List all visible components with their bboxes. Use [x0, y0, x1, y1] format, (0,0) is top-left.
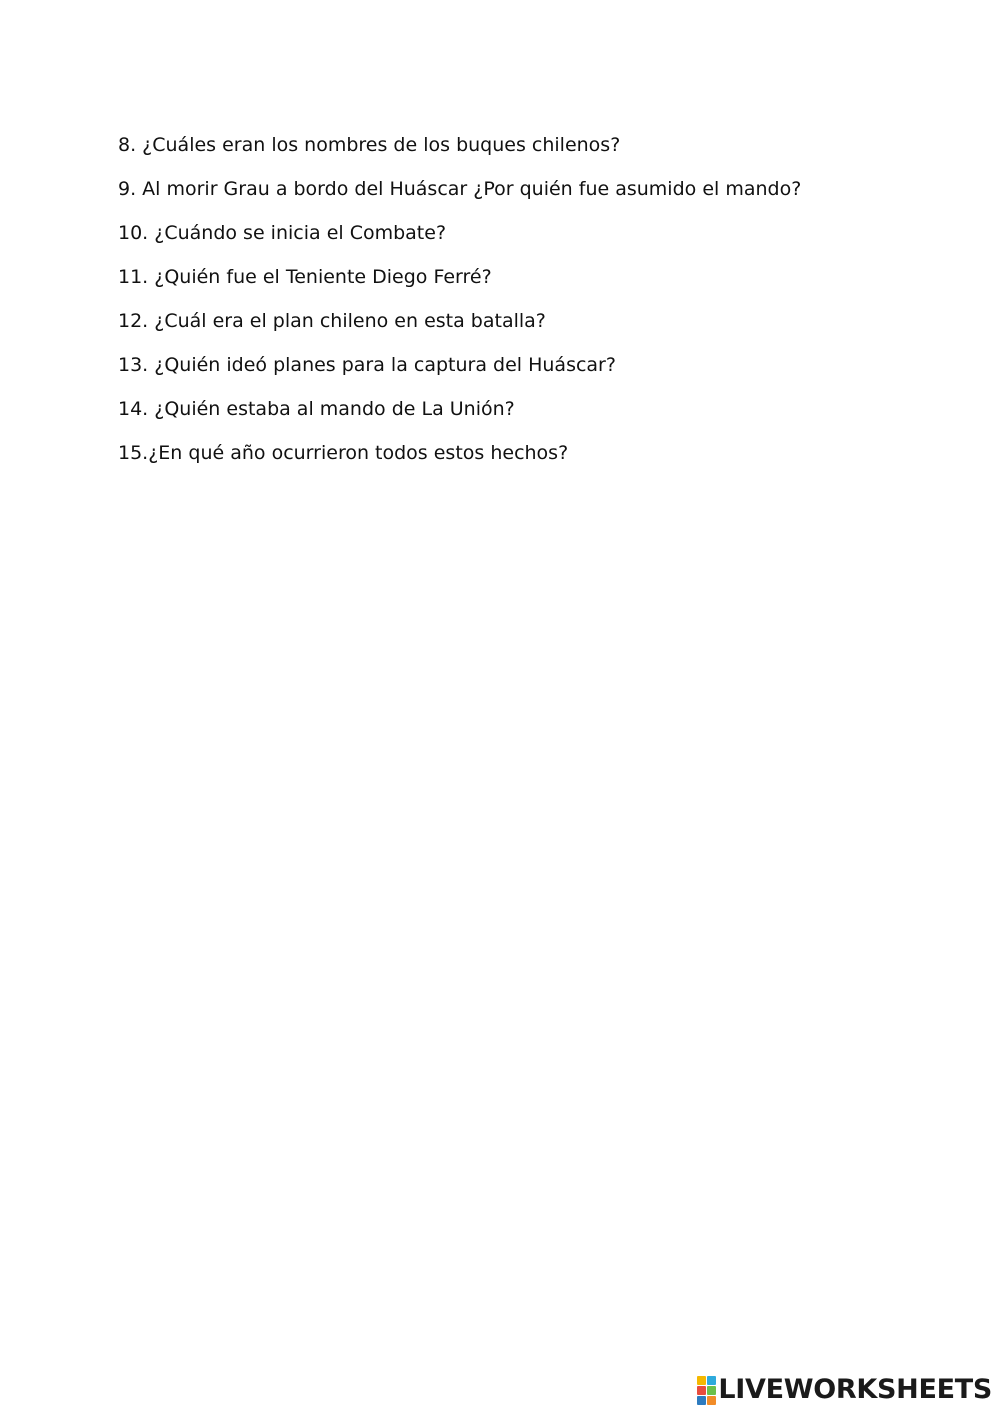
question-item: 12. ¿Cuál era el plan chileno en esta batalla? — [118, 310, 546, 332]
liveworksheets-logo-icon — [697, 1376, 716, 1405]
question-list — [118, 131, 801, 483]
question-item: 15.¿En qué año ocurrieron todos estos hechos? — [118, 442, 569, 464]
question-item: 10. ¿Cuándo se inicia el Combate? — [118, 222, 447, 244]
question-item: 14. ¿Quién estaba al mando de La Unión? — [118, 398, 515, 420]
question-item: 8. ¿Cuáles eran los nombres de los buques chilenos? — [118, 134, 621, 156]
brand-name: LIVEWORKSHEETS — [718, 1374, 992, 1405]
question-item: 13. ¿Quién ideó planes para la captura del Huáscar? — [118, 354, 616, 376]
liveworksheets-watermark — [697, 1375, 992, 1405]
question-item: 9. Al morir Grau a bordo del Huáscar ¿Por quién fue asumido el mando? — [118, 178, 802, 200]
question-item: 11. ¿Quién fue el Teniente Diego Ferré? — [118, 266, 492, 288]
